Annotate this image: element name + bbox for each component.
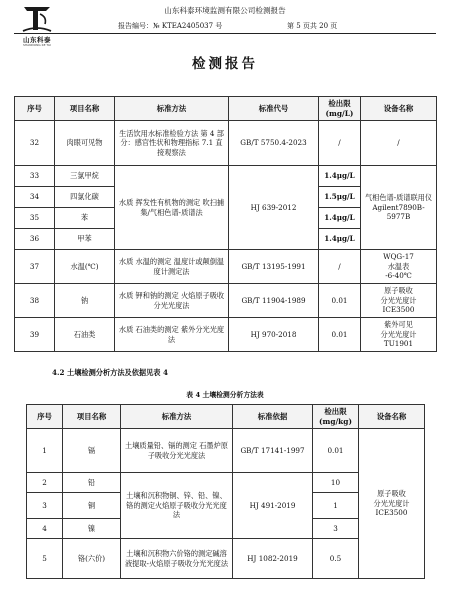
col-header-method: 标准方法 [121,405,233,429]
row-limit: 0.01 [313,429,359,473]
table-row [15,284,437,318]
row-method: 水质 水温的测定 温度计或颠倒温度计测定法 [115,250,229,284]
row-code: GB/T 5750.4-2023 [229,121,319,166]
row-item: 三氯甲烷 [55,166,115,187]
row-no: 39 [15,318,55,352]
row-limit: 3 [313,519,359,539]
row-no: 37 [15,250,55,284]
table-row [15,166,437,187]
row-method: 生活饮用水标准检验方法 第 4 部分：感官性状和物理指标 7.1 直接观察法 [115,121,229,166]
col-header-limit: 检出限 (mg/L) [319,97,361,121]
table-row [15,318,437,352]
row-equipment: WQG-17 水温表 -6-40℃ [361,250,437,284]
row-no: 2 [27,473,63,493]
row-limit: 0.01 [319,318,361,352]
row-no: 38 [15,284,55,318]
col-header-code: 标准代号 [229,97,319,121]
row-no: 34 [15,187,55,208]
group-code: HJ 639-2012 [229,166,319,250]
section-heading: 4.2 土壤检测分析方法及依据见表 4 [52,368,168,377]
col-header-item: 项目名称 [55,97,115,121]
row-code: GB/T 17141-1997 [233,429,313,473]
row-code: GB/T 11904-1989 [229,284,319,318]
row-limit: 10 [313,473,359,493]
row-equipment: 紫外可见 分光光度计 TU1901 [361,318,437,352]
logo-text: 山东科泰 [23,36,51,44]
row-item: 肉眼可见物 [55,121,115,166]
row-equipment: 原子吸收 分光光度计 ICE3500 [361,284,437,318]
row-item: 苯 [55,208,115,229]
table-row [15,250,437,284]
row-code: HJ 1082-2019 [233,539,313,579]
col-header-basis: 标准依据 [233,405,313,429]
report-number: 报告编号：№ KTEA2405037 号 [118,22,223,30]
row-item: 镉 [63,429,121,473]
row-code: HJ 970-2018 [229,318,319,352]
row-item: 水温(℃) [55,250,115,284]
row-limit: / [319,250,361,284]
row-item: 四氯化碳 [55,187,115,208]
page-number: 第 5 页共 20 页 [287,22,338,30]
row-method: 土壤和沉积物六价铬的测定碱溶液提取-火焰原子吸收分光光度法 [121,539,233,579]
group-equipment: 气相色谱-质谱联用仪 Agilent7890B-5977B [361,166,437,250]
col-header-item: 项目名称 [63,405,121,429]
group-method: 土壤和沉积物铜、锌、铅、镍、铬的测定火焰原子吸收分光光度法 [121,473,233,539]
row-limit: 1.4μg/L [319,229,361,250]
row-item: 钠 [55,284,115,318]
row-no: 3 [27,493,63,519]
row-method: 土壤质量铅、镉的测定 石墨炉原子吸收分光光度法 [121,429,233,473]
row-limit: 0.5 [313,539,359,579]
row-equipment: / [361,121,437,166]
report-header [0,0,450,52]
row-no: 1 [27,429,63,473]
row-limit: 1.5μg/L [319,187,361,208]
row-limit: 1.4μg/L [319,166,361,187]
row-no: 36 [15,229,55,250]
col-header-equipment: 设备名称 [359,405,425,429]
shared-equipment: 原子吸收 分光光度计 ICE3500 [359,429,425,579]
water-methods-table [14,96,437,352]
row-item: 石油类 [55,318,115,352]
group-method: 水质 挥发性有机物的测定 吹扫捕集/气相色谱-质谱法 [115,166,229,250]
row-limit: 0.01 [319,284,361,318]
group-code: HJ 491-2019 [233,473,313,539]
col-header-no: 序号 [27,405,63,429]
row-no: 35 [15,208,55,229]
table-header-row [15,97,437,121]
header-divider [14,33,436,34]
row-method: 水质 钾和钠的测定 火焰原子吸收分光光度法 [115,284,229,318]
row-item: 甲苯 [55,229,115,250]
col-header-equipment: 设备名称 [361,97,437,121]
soil-methods-table [26,404,425,579]
logo-subtext: SHANDONG KE TAI [22,43,51,47]
row-limit: / [319,121,361,166]
table-row [27,429,425,473]
page-title: 检测报告 [192,56,258,72]
col-header-no: 序号 [15,97,55,121]
table-row [15,121,437,166]
col-header-method: 标准方法 [115,97,229,121]
row-no: 32 [15,121,55,166]
row-item: 镍 [63,519,121,539]
row-no: 33 [15,166,55,187]
row-limit: 1.4μg/L [319,208,361,229]
table-header-row [27,405,425,429]
row-no: 5 [27,539,63,579]
company-name: 山东科泰环境监测有限公司检测报告 [164,6,286,15]
row-item: 铬(六价) [63,539,121,579]
row-item: 铅 [63,473,121,493]
row-method: 水质 石油类的测定 紫外分光光度法 [115,318,229,352]
row-code: GB/T 13195-1991 [229,250,319,284]
table-caption: 表 4 土壤检测分析方法表 [186,391,264,399]
col-header-limit: 检出限 (mg/kg) [313,405,359,429]
row-item: 铜 [63,493,121,519]
row-no: 4 [27,519,63,539]
row-limit: 1 [313,493,359,519]
